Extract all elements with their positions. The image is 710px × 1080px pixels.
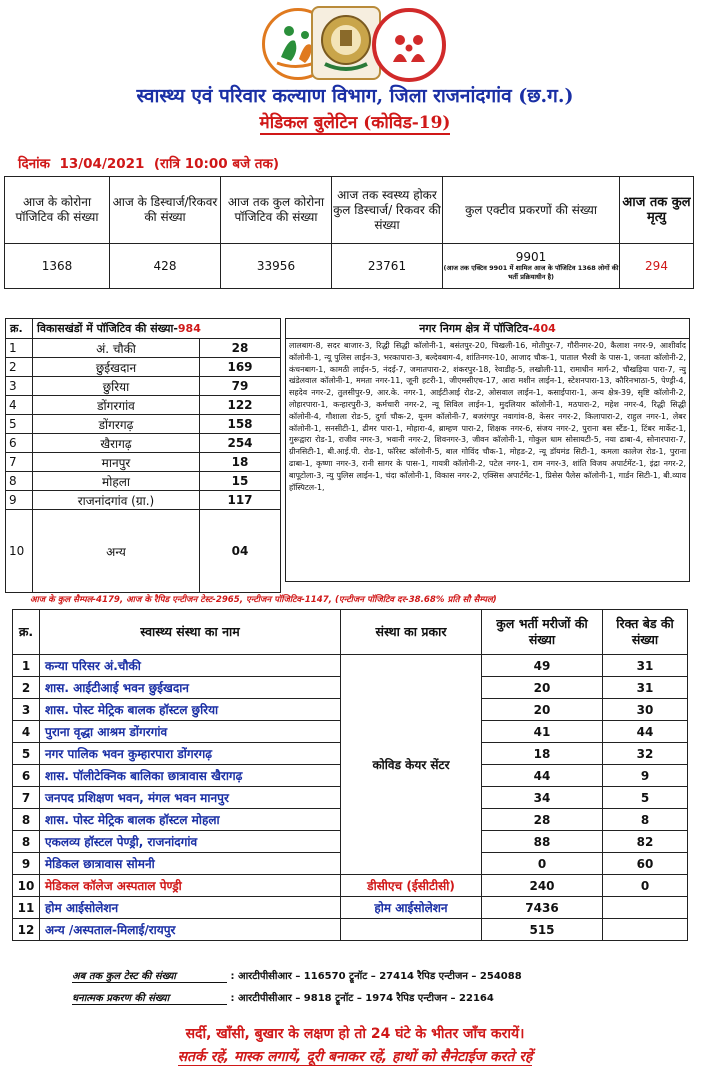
table-row: 5 डोंगरगढ़ 158 <box>6 415 281 434</box>
centers-col-vacant: रिक्त बेड की संख्या <box>603 610 688 655</box>
header-today-discharge: आज के डिस्चार्ज/रिकवर की संख्या <box>110 177 221 244</box>
table-row: 7 मानपुर 18 <box>6 453 281 472</box>
positive-cases-line: धनात्मक प्रकरण की संख्या : आरटीपीसीआर – 9818 ट्रूनॉट – 1974 रैपिड एन्टीजन – 22164 <box>72 990 494 1005</box>
samples-line: आज के कुल सैम्पल-4179, आज के रैपिड एन्टीजन टेस्ट-2965, एन्टीजन पॉजिटिव-1147, (एन्टीजन पॉजिटिव दर-38.68% प्रति सौ सैम्पल) <box>30 595 497 605</box>
table-row: 1 अं. चौकी 28 <box>6 339 281 358</box>
header-total-discharge: आज तक स्वस्थ्य होकर कुल डिस्चार्ज/ रिकवर की संख्या <box>332 177 443 244</box>
total-tests-line: अब तक कुल टेस्ट की संख्या : आरटीपीसीआर – 116570 ट्रूनॉट – 27414 रैपिड एन्टीजन – 254088 <box>72 968 522 983</box>
today-positive-value: 1368 <box>5 244 110 289</box>
nagar-nigam-areas: लालबाग-8, सदर बाजार-3, रिद्धी सिद्धी कॉलोनी-1, बसंतपुर-20, चिखली-16, मोतीपुर-7, गौरीनगर-20, कैलाश नगर-9, आशीर्वाद कॉलोनी-1, न्यू पुलिस लाईन-3, भरकापारा-3, बल्देवबाग-4, शांतिनगर-10, आजाद चौक-1, पाताल भैरवी के पास-1, जनता कॉलोनी-2, कंचनबाग-1, कामठी लाईन-5, नंदई-7, जमातपारा-2, शंकरपुर-18, रेवाडीह-5, लखोली-11, रामाधीन मार्ग-2, चौखड़िया पारा-7, न्यु खंडेलवाल कॉलोनी-1, ममता नगर-11, जूनी हटरी-1, जीएमसीएच-17, आरा मशीन लाईन-1, स्टेशनपारा-13, कौरिनभाठा-5, पेण्ड्री-4, सहदेव नगर-2, तुलसीपुर-9, आर.के. नगर-1, आईटीआई रोड-2, ओसवाल लाईन-1, कसाईपारा-1, अन्य क्षेत्र-39, सृष्टि कॉलोनी-2, लोहारपारा-1, कन्हारपुरी-3, कर्मचारी नगर-2, न्यू सिविल लाईन-1, मुदलियार कॉलोनी-1, मठपारा-2, महेश नगर-4, रिद्धी सिद्धी कॉलोनी-4, गौशाला रोड-5, दुर्गा चौक-2, यूनम कॉलोनी-7, बजरंगपुर नवागांव-8, केसर नगर-2, किलापारा-2, राहुल नगर-1, लेबर कॉलोनी-1, सनसीटी-1, ढीमर पारा-1, मोहारा-4, ब्राम्हण पारा-2, शिक्षक नगर-6, संजय नगर-2, पुराना बस स्टैंड-1, टिंबर मार्केट-1, गुरूद्वारा रोड-1, राजीव नगर-3, भवानी नगर-2, शिवनगर-3, जीवन कॉलोनी-1, गोकुल धाम सोसायटी-5, नया ढाबा-4, सोनारपारा-7, ग्रीनसिटी-1, बी.आई.पी. रोड-1, फॉरेस्ट कॉलोनी-5, बाल गोविंद चौक-1, मोहड-2, न्यू डॉयमंड सिटी-1, कमला कालेज रोड-1, पुराना ढाबा-1, कृष्णा नगर-3, रानी सागर के पास-1, गायत्री कॉलोनी-2, पटेल नगर-1, राम नगर-3, शांति विजय अपार्टमेंट-1, इंद्रा नगर-2, बापूटोला-3, न्यु पुलिस लाईन-1, चंदा कॉलोनी-1, विकास नगर-2, एक्सिस अपार्टमेंट-1, प्रिसेस पैलेस कॉलोनी-1, गार्डन सिटी-1, बी.व्याव हॉस्पिटल-1, <box>289 341 686 492</box>
table-row: 2 छुईखदान 169 <box>6 358 281 377</box>
type-covid-care-center: कोविड केयर सेंटर <box>341 655 482 875</box>
table-row: 3 शास. पोस्ट मेट्रिक बालक हॉस्टल छुरिया 20 30 <box>13 699 688 721</box>
chhattisgarh-seal-logo <box>311 6 381 80</box>
centers-col-no: क्र. <box>13 610 40 655</box>
deaths-value: 294 <box>620 244 694 289</box>
active-value: 9901 <box>515 250 547 264</box>
header-today-positive: आज के कोरोना पॉजिटिव की संख्या <box>5 177 110 244</box>
table-row: 10 अन्य 04 <box>6 510 281 593</box>
nagar-nigam-box <box>285 318 690 582</box>
covid-centers-table <box>12 609 688 941</box>
department-title: स्वास्थ्य एवं परिवार कल्याण विभाग, जिला राजनांदगांव (छ.ग.) <box>136 85 574 107</box>
table-row: 9 मेडिकल छात्रावास सोमनी 0 60 <box>13 853 688 875</box>
table-row: 8 मोहला 15 <box>6 472 281 491</box>
block-positive-table <box>5 318 281 593</box>
centers-col-type: संस्था का प्रकार <box>341 610 482 655</box>
nhm-logo <box>372 8 446 82</box>
summary-table <box>4 176 694 289</box>
table-row: 10 मेडिकल कॉलेज अस्पताल पेण्ड्री डीसीएच (ईसीटीसी) 240 0 <box>13 875 688 897</box>
total-discharge-value: 23761 <box>332 244 443 289</box>
nagar-nigam-header: नगर निगम क्षेत्र में पॉजिटिव-404 <box>286 319 689 339</box>
table-row: 6 शास. पॉलीटेक्निक बालिका छात्रावास खैरागढ़ 44 9 <box>13 765 688 787</box>
today-discharge-value: 428 <box>110 244 221 289</box>
bulletin-date: दिनांक 13/04/2021 (रात्रि 10:00 बजे तक) <box>18 156 280 172</box>
table-row: 9 राजनांदगांव (ग्रा.) 117 <box>6 491 281 510</box>
table-row: 4 डोंगरगांव 122 <box>6 396 281 415</box>
precaution-message: सतर्क रहें, मास्क लगायें, दूरी बनाकर रहें, हाथों को सैनेटाईज करते रहें <box>177 1049 533 1065</box>
logo-strip <box>0 4 710 82</box>
bulletin-title: मेडिकल बुलेटिन (कोविड-19) <box>259 113 451 133</box>
block-col-no: क्र. <box>6 319 33 339</box>
table-row: 8 शास. पोस्ट मेट्रिक बालक हॉस्टल मोहला 28 8 <box>13 809 688 831</box>
header-deaths: आज तक कुल मृत्यु <box>620 177 694 244</box>
table-row: 6 खैरागढ़ 254 <box>6 434 281 453</box>
centers-col-name: स्वास्थ्य संस्था का नाम <box>40 610 341 655</box>
table-row: 8 एकलव्य हॉस्टल पेण्ड्री, राजनांदगांव 88 82 <box>13 831 688 853</box>
table-row: 12 अन्य /अस्पताल-मिलाई/रायपुर 515 <box>13 919 688 941</box>
header-total-positive: आज तक कुल कोरोना पॉजिटिव की संख्या <box>221 177 332 244</box>
table-row: 4 पुराना वृद्धा आश्रम डोंगरगांव 41 44 <box>13 721 688 743</box>
active-note: (आज तक एक्टिव 9901 में शामिल आज के पॉजिटिव 1368 लोगों की भर्ती प्रक्रियाधीन है) <box>443 264 619 281</box>
table-row: 3 छुरिया 79 <box>6 377 281 396</box>
table-row: 7 जनपद प्रशिक्षण भवन, मंगल भवन मानपुर 34 5 <box>13 787 688 809</box>
centers-col-admitted: कुल भर्ती मरीजों की संख्या <box>482 610 603 655</box>
table-row: 1 कन्या परिसर अं.चौकी कोविड केयर सेंटर 49 31 <box>13 655 688 677</box>
block-header: विकासखंडों में पॉजिटिव की संख्या-984 <box>33 319 281 339</box>
symptom-message: सर्दी, खाँसी, बुखार के लक्षण हो तो 24 घंटे के भीतर जाँच करायें। <box>185 1026 525 1042</box>
table-row: 5 नगर पालिक भवन कुम्हारपारा डोंगरगढ़ 18 32 <box>13 743 688 765</box>
total-positive-value: 33956 <box>221 244 332 289</box>
header-active: कुल एक्टीव प्रकरणों की संख्या <box>443 177 620 244</box>
active-cell <box>443 244 620 289</box>
table-row: 11 होम आईसोलेशन होम आईसोलेशन 7436 <box>13 897 688 919</box>
table-row: 2 शास. आईटीआई भवन छुईखदान 20 31 <box>13 677 688 699</box>
